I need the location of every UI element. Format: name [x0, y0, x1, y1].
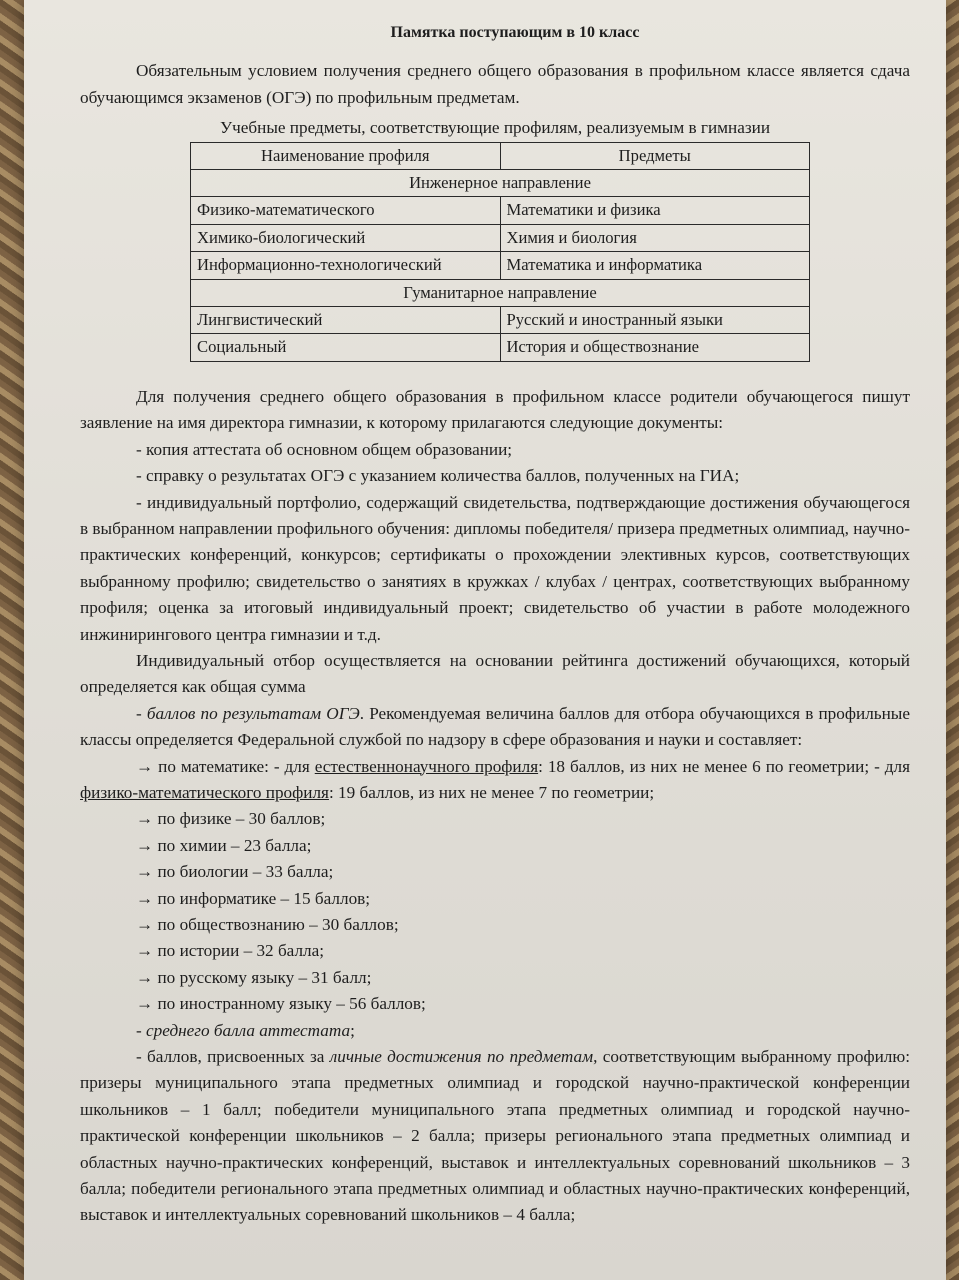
selection-paragraph: Индивидуальный отбор осуществляется на основании рейтинга достижений обучающихся, который определяется как общая сумма — [80, 650, 910, 697]
subject-score: → по иностранному языку – 56 баллов; — [136, 994, 426, 1014]
personal-text-a: - баллов, присвоенных за — [136, 1047, 330, 1067]
subjects-cell: Химия и биология — [500, 224, 810, 251]
personal-text-c: , соответствующим выбранному профилю: призеры муниципального этапа предметных олимпиад и городской научно-практической конференции школьников – 1 балл; победители муниципального этапа предметных олимпиад и городской научно-практической конференции школьников – 2 балла; призеры регионального этапа предметных олимпиад и областных научно-практических конференций, выставок и интеллектуальных соревнований школьников – 3 балла; победители регионального этапа предметных олимпиад и областных научно-практических конференций, выставок и интеллектуальных соревнований школьников – 4 балла; — [80, 1047, 910, 1225]
math-text-c: : 18 баллов, из них не менее 6 по геометрии; - для — [538, 756, 910, 776]
math-requirement — [80, 754, 910, 807]
documents-intro: Для получения среднего общего образования в профильном классе родители обучающегося пишут заявление на имя директора гимназии, к которому прилагаются следующие документы: — [80, 386, 910, 433]
header-profile: Наименование профиля — [191, 142, 501, 169]
subject-score: → по биологии – 33 балла; — [136, 862, 334, 882]
section-humanities: Гуманитарное направление — [191, 279, 810, 306]
oge-text: . Рекомендуемая величина баллов для отбора обучающихся в профильные классы определяется Федеральной службой по надзору в сфере образования и науки и составляет: — [80, 703, 910, 750]
personal-achievements-label: личные достижения по предметам — [329, 1047, 594, 1067]
profile-cell: Лингвистический — [191, 307, 501, 334]
subject-score: → по химии – 23 балла; — [136, 835, 312, 855]
table-row — [191, 224, 810, 251]
profiles-table — [190, 142, 810, 362]
profile-cell: Информационно-технологический — [191, 252, 501, 279]
subjects-cell: Математики и физика — [500, 197, 810, 224]
math-text-a: → по математике: - для — [136, 756, 315, 776]
profile-cell: Химико-биологический — [191, 224, 501, 251]
table-caption: Учебные предметы, соответствующие профилям, реализуемым в гимназии — [219, 118, 771, 138]
physmath-profile: физико-математического профиля — [80, 782, 329, 802]
document-title: Памятка поступающим в 10 класс — [390, 24, 640, 41]
table-row — [191, 334, 810, 361]
header-subjects: Предметы — [500, 142, 810, 169]
intro-paragraph: Обязательным условием получения среднего общего образования в профильном классе является сдача обучающимся экзаменов (ОГЭ) по профильным предметам. — [80, 61, 910, 107]
subject-score: → по обществознанию – 30 баллов; — [136, 915, 399, 934]
paper-sheet — [24, 0, 946, 1280]
portfolio-item: - индивидуальный портфолио, содержащий свидетельства, подтверждающие достижения обучающегося в выбранном направлении профильного обучения: дипломы победителя/ призера предметных олимпиад, научно-практических конференций, конкурсов; сертификаты о прохождении элективных курсов, соответствующих выбранному профилю; свидетельство о занятиях в кружках / клубах / центрах, соответствующих выбранному профиля; оценка за итоговый индивидуальный проект; свидетельство об участии в работе молодежного инжинирингового центра гимназии и т.д. — [80, 492, 910, 644]
subjects-cell: Математика и информатика — [500, 252, 810, 279]
oge-paragraph — [80, 701, 910, 754]
subject-score: → по физике – 30 баллов; — [136, 809, 326, 829]
document-item: - справку о результатах ОГЭ с указанием количества баллов, полученных на ГИА; — [136, 466, 740, 486]
math-text-e: : 19 баллов, из них не менее 7 по геометрии; — [328, 782, 655, 802]
profile-cell: Социальный — [191, 334, 501, 361]
document-body — [80, 20, 910, 1229]
table-row — [191, 197, 810, 224]
subject-score: → по информатике – 15 баллов; — [136, 888, 371, 908]
section-engineering: Инженерное направление — [191, 170, 810, 197]
subject-score: → по русскому языку – 31 балл; — [136, 967, 372, 987]
average-grade-item — [80, 1018, 910, 1044]
profile-cell: Физико-математического — [191, 197, 501, 224]
spacer — [80, 362, 910, 384]
document-item: - копия аттестата об основном общем образовании; — [136, 439, 513, 459]
table-row — [191, 252, 810, 279]
subjects-cell: Русский и иностранный языки — [500, 307, 810, 334]
table-header-row — [191, 142, 810, 169]
average-grade-end: ; — [350, 1020, 355, 1040]
oge-lead: - баллов по результатам ОГЭ — [136, 703, 360, 723]
personal-achievements-paragraph — [80, 1044, 910, 1229]
subjects-cell: История и обществознание — [500, 334, 810, 361]
subject-score: → по истории – 32 балла; — [136, 941, 325, 961]
average-grade-text: - среднего балла аттестата — [136, 1020, 351, 1040]
table-section-row — [191, 279, 810, 306]
table-section-row — [191, 170, 810, 197]
natural-science-profile: естественнонаучного профиля — [314, 756, 539, 776]
table-row — [191, 307, 810, 334]
